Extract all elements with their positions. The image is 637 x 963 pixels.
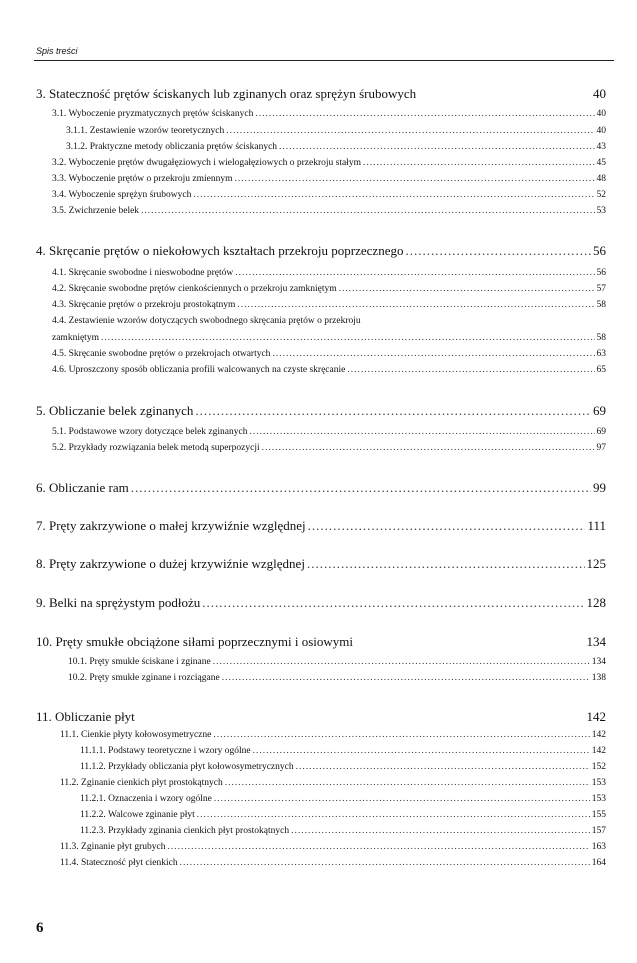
toc-entry-label: 10. Pręty smukłe obciążone siłami poprzecznymi i osiowymi — [36, 634, 353, 649]
toc-entry[interactable] — [52, 109, 606, 119]
toc-entry-page: 43 — [596, 142, 606, 152]
toc-entry[interactable] — [66, 126, 606, 136]
toc-entry-label: 10.1. Pręty smukłe ściskane i zginane — [68, 657, 211, 667]
toc-chapter-3[interactable] — [36, 86, 606, 102]
toc-entry-label: 11.2. Zginanie cienkich płyt prostokątnych — [60, 778, 223, 788]
toc-entry-label: 4.2. Skręcanie swobodne prętów cienkościennych o przekroju zamkniętym — [52, 284, 337, 294]
toc-entry-page: 163 — [591, 842, 606, 852]
toc-entry[interactable] — [66, 142, 606, 152]
toc-entry-label: 3.5. Zwichrzenie belek — [52, 206, 140, 216]
toc-chapter-7[interactable] — [36, 518, 606, 534]
toc-entry[interactable] — [60, 858, 606, 868]
toc-entry[interactable] — [52, 158, 606, 168]
toc-entry-label: 11.1.2. Przykłady obliczania płyt kołowosymetrycznych — [80, 762, 294, 772]
toc-entry-page: 138 — [591, 673, 606, 683]
toc-chapter-5[interactable] — [36, 403, 606, 419]
toc-entry-page: 57 — [596, 284, 606, 294]
toc-entry[interactable] — [52, 333, 606, 343]
toc-entry-label: 10.2. Pręty smukłe zginane i rozciągane — [68, 673, 220, 683]
toc-entry-label: 5.2. Przykłady rozwiązania belek metodą superpozycji — [52, 443, 260, 453]
toc-entry-page: 52 — [596, 190, 606, 200]
toc-entry-page: 97 — [596, 443, 606, 453]
toc-entry-label: 4.4. Zestawienie wzorów dotyczących swobodnego skręcania prętów o przekroju — [52, 316, 361, 326]
toc-entry-page: 56 — [596, 268, 606, 278]
toc-chapter-8[interactable] — [36, 556, 606, 572]
toc-entry-page: 45 — [596, 158, 606, 168]
toc-entry[interactable] — [80, 826, 606, 836]
toc-chapter-11[interactable] — [36, 709, 606, 725]
toc-entry-page: 63 — [596, 349, 606, 359]
toc-entry-label: 11.1.1. Podstawy teoretyczne i wzory ogólne — [80, 746, 251, 756]
toc-entry-label: 11.3. Zginanie płyt grubych — [60, 842, 166, 852]
toc-entry-label: 5.1. Podstawowe wzory dotyczące belek zginanych — [52, 427, 248, 437]
toc-entry-label: 9. Belki na sprężystym podłożu — [36, 595, 201, 610]
toc-entry-label: 4.5. Skręcanie swobodne prętów o przekrojach otwartych — [52, 349, 271, 359]
toc-entry-label: 3.2. Wyboczenie prętów dwugałęziowych i wielogałęziowych o przekroju stałym — [52, 158, 361, 168]
toc-entry-label: 3. Stateczność prętów ściskanych lub zginanych oraz sprężyn śrubowych — [36, 86, 417, 101]
toc-entry[interactable] — [60, 842, 606, 852]
toc-entry-page: 125 — [586, 556, 606, 571]
toc-entry-label: 11.2.2. Walcowe zginanie płyt — [80, 810, 195, 820]
toc-entry-page: 99 — [593, 480, 606, 495]
toc-entry-label: 11.2.3. Przykłady zginania cienkich płyt prostokątnych — [80, 826, 290, 836]
toc-entry-label: 3.1.2. Praktyczne metody obliczania prętów ściskanych — [66, 142, 278, 152]
toc-entry-label: 5. Obliczanie belek zginanych — [36, 403, 194, 418]
toc-entry-page: 58 — [596, 333, 606, 343]
toc-entry-label: 8. Pręty zakrzywione o dużej krzywiźnie względnej — [36, 556, 305, 571]
toc-entry[interactable] — [80, 810, 606, 820]
toc-entry-page: 164 — [591, 858, 606, 868]
toc-entry-page: 58 — [596, 300, 606, 310]
toc-entry[interactable] — [68, 657, 606, 667]
toc-entry-page: 40 — [596, 126, 606, 136]
toc-entry-page: 142 — [591, 746, 606, 756]
toc-entry-page: 69 — [593, 403, 606, 418]
toc-entry[interactable] — [52, 349, 606, 359]
toc-entry-label: 7. Pręty zakrzywione o małej krzywiźnie względnej — [36, 518, 306, 533]
toc-entry-label: 4.1. Skręcanie swobodne i nieswobodne prętów — [52, 268, 234, 278]
toc-entry-label: 6. Obliczanie ram — [36, 480, 129, 495]
toc-entry-page: 40 — [596, 109, 606, 119]
toc-chapter-9[interactable] — [36, 595, 606, 611]
toc-entry-page: 153 — [591, 778, 606, 788]
toc-entry-label: 4.3. Skręcanie prętów o przekroju prostokątnym — [52, 300, 236, 310]
toc-entry-page: 142 — [586, 709, 606, 724]
toc-entry-label: 3.3. Wyboczenie prętów o przekroju zmiennym — [52, 174, 233, 184]
toc-entry-page: 134 — [591, 657, 606, 667]
toc-entry[interactable] — [52, 284, 606, 294]
toc-entry-page: 155 — [591, 810, 606, 820]
toc-entry-label: 11.4. Stateczność płyt cienkich — [60, 858, 178, 868]
toc-chapter-10[interactable] — [36, 634, 606, 650]
toc-entry-page: 153 — [591, 794, 606, 804]
toc-entry[interactable] — [80, 794, 606, 804]
toc-chapter-4[interactable] — [36, 243, 606, 259]
toc-entry-label: 4.6. Uproszczony sposób obliczania profili walcowanych na czyste skręcanie — [52, 365, 346, 375]
toc-entry[interactable] — [52, 427, 606, 437]
toc-entry[interactable] — [60, 778, 606, 788]
page-number: 6 — [36, 920, 44, 936]
toc-entry-page: 128 — [586, 595, 606, 610]
toc-entry-label: 11.2.1. Oznaczenia i wzory ogólne — [80, 794, 212, 804]
toc-entry[interactable] — [52, 268, 606, 278]
toc-entry-page: 53 — [596, 206, 606, 216]
toc-entry[interactable] — [52, 300, 606, 310]
toc-entry-label: 11.1. Cienkie płyty kołowosymetryczne — [60, 730, 212, 740]
toc-entry[interactable] — [52, 206, 606, 216]
toc-chapter-6[interactable] — [36, 480, 606, 496]
toc-entry-page: 134 — [586, 634, 606, 649]
toc-entry-page: 152 — [591, 762, 606, 772]
toc-entry[interactable] — [52, 365, 606, 375]
toc-entry-label: 4. Skręcanie prętów o niekołowych kształtach przekroju poprzecznego — [36, 243, 404, 258]
toc-entry-page: 142 — [591, 730, 606, 740]
toc-entry-label: 3.4. Wyboczenie sprężyn śrubowych — [52, 190, 192, 200]
toc-entry[interactable] — [52, 174, 606, 184]
toc-entry[interactable] — [80, 762, 606, 772]
toc-entry-label: 11. Obliczanie płyt — [36, 709, 135, 724]
toc-entry-page: 111 — [587, 518, 606, 533]
toc-entry-label: 3.1.1. Zestawienie wzorów teoretycznych — [66, 126, 225, 136]
toc-entry[interactable] — [60, 730, 606, 740]
toc-entry-label: zamkniętym — [52, 333, 99, 343]
toc-entry-page: 69 — [596, 427, 606, 437]
toc-entry-page: 157 — [591, 826, 606, 836]
running-header: Spis treści — [36, 46, 78, 56]
toc-entry-page: 65 — [596, 365, 606, 375]
toc-entry-page: 40 — [593, 86, 606, 101]
toc-entry-page: 48 — [596, 174, 606, 184]
toc-entry-page: 56 — [593, 243, 606, 258]
toc-entry[interactable] — [52, 190, 606, 200]
toc-entry[interactable] — [80, 746, 606, 756]
toc-entry[interactable] — [52, 443, 606, 453]
toc-entry[interactable] — [68, 673, 606, 683]
header-rule — [34, 60, 614, 61]
toc-entry-label: 3.1. Wyboczenie pryzmatycznych prętów ściskanych — [52, 109, 254, 119]
